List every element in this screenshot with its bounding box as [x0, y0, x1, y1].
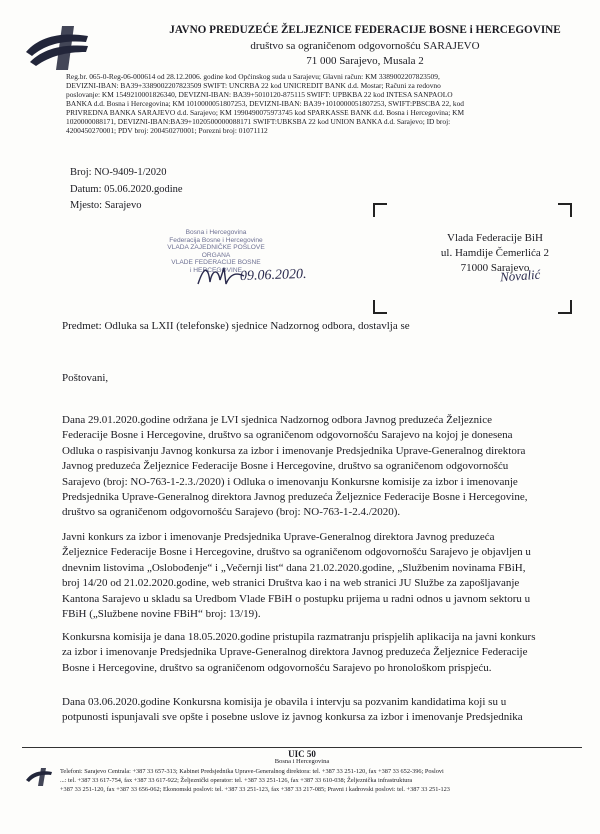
railway-logo-icon: [22, 22, 92, 74]
registration-bank-info: [66, 72, 582, 135]
paragraph-line: Javnog preduzeća Željeznice Federacije Bosne i Hercegovine, društvo sa ograničenom odgovornošću: [62, 460, 509, 473]
paragraph-line: Predsjednika Uprave-Generalnog direktora Javnog preduzeća Željeznice Federacije Bosne i Hercegovine,: [62, 491, 528, 504]
paragraph-line: društvo sa ograničenom odgovornošću Sarajevo (broj: NO-763-1-2.4./2020).: [62, 506, 401, 519]
stamp-line: Federacija Bosne i Hercegovine: [169, 236, 263, 244]
bank-line: 4200450270001; PDV broj: 200450270001; Porezni broj: 01071112: [66, 126, 268, 136]
footer-logo-icon: [24, 766, 54, 788]
footer-line: +387 33 251-120, fax +387 33 656-062; Ekonomski poslovi: tel. +387 33 251-123, fax +387 33 217-085; Pravni i kadrovski poslovi: tel. +387 33 251-123: [60, 786, 450, 793]
footer-contacts: [60, 767, 585, 794]
paragraph-line: Konkursna komisija je dana 18.05.2020.godine pristupila razmatranju prispjelih aplikacija na javni konkurs: [62, 631, 536, 643]
paragraph-line: Odluka o raspisivanju Javnog konkursa za izbor i imenovanje Predsjednika Uprave-Generalnog direktora: [62, 444, 526, 457]
document-date: Datum: 05.06.2020.godine: [70, 184, 183, 195]
recipient-city: 71000 Sarajevo: [460, 262, 530, 274]
paragraph-line: Sarajevo (broj: NO-763-1-2.3./2020) i Odluka o imenovanju Konkursne komisije za izbor i imenovanje: [62, 475, 518, 488]
document-number: Broj: NO-9409-1/2020: [70, 167, 167, 178]
paragraph-line: za izbor i imenovanje Predsjednika Uprave-Generalnog direktora Javnog preduzeća Željeznice Federacije: [62, 646, 528, 659]
footer-line: ...: tel. +387 33 617-754, fax +387 33 617-922; Željeznički operator: tel. +387 33 251-126, fax +387 33 610-038; Željeznička infrastruktura: [60, 777, 413, 784]
stamp-line: VLADE FEDERACIJE BOSNE: [171, 259, 261, 267]
address-frame-corner: [558, 300, 572, 314]
greeting: Poštovani,: [62, 372, 109, 384]
footer-line: Telefoni: Sarajevo Centrala: +387 33 657-313; Kabinet Predsjednika Uprave-Generalnog direktora: tel. +387 33 251-120, fax +387 33 652-396; Poslovi: [60, 768, 444, 775]
bank-line: DEVIZNI-IBAN: BA39+3389002207823509 SWIFT: UNCRBA 22 kod UNICREDIT BANK d.d. Mostar; Računi za redovno: [66, 81, 441, 91]
body-paragraph: [62, 413, 587, 521]
address-frame-corner: [558, 203, 572, 217]
recipient-name: Vlada Federacije BiH: [447, 232, 543, 244]
subject-line: Predmet: Odluka sa LXII (telefonske) sjednice Nadzornog odbora, dostavlja se: [62, 320, 410, 332]
footer-uic: UIC 50: [288, 749, 316, 759]
footer-country: Bosna i Hercegovina: [274, 758, 330, 765]
bank-line: 1020000088171, DEVIZNI-IBAN:BA39+1020500000088171 SWIFT:UBKSBA 22 kod UNION BANKA d.d. Sarajevo; ID broj:: [66, 117, 451, 127]
paragraph-line: Dana 03.06.2020.godine Konkursna komisija je obavila i intervju sa pozvanim kandidatima koji su u: [62, 696, 507, 708]
recipient-street: ul. Hamdije Čemerlića 2: [440, 247, 550, 259]
paragraph-line: Kantona Sarajevo u skladu sa Uredbom Vlade FBiH o postupku prijema u radni odnos u javnom sektoru u: [62, 592, 531, 605]
handwritten-date: 09.06.2020.: [239, 266, 307, 285]
bank-line: poslovanje: KM 1549210001826340, DEVIZNI-IBAN: BA39+5010120-875115 SWIFT: UPBKBA 22 kod INTESA SANPAOLO: [66, 90, 453, 100]
stamp-line: Bosna i Hercegovina: [185, 229, 247, 236]
paragraph-line: Željeznice Federacije Bosne i Hercegovine, društvo sa ograničenom odgovornošću Sarajevo je objavljen u: [62, 546, 531, 559]
bank-line: Reg.br. 065-0-Reg-06-000614 od 28.12.2006. godine kod Općinskog suda u Sarajevu; Glavni račun: KM 3389002207823509,: [66, 72, 440, 81]
body-paragraph: [62, 630, 587, 676]
paragraph-line: broj 14/20 od 21.02.2020.godine, web stranici Društva kao i na web stranici JU Službe za zapošljavanje: [62, 577, 520, 590]
company-name: JAVNO PREDUZEĆE ŽELJEZNICE FEDERACIJE BOSNE i HERCEGOVINE: [169, 24, 561, 36]
body-paragraph: [62, 530, 587, 622]
recipient-signature: Novalić: [499, 266, 541, 285]
bank-line: PRIVREDNA BANKA SARAJEVO d.d. Sarajevo; KM 1990490075973745 kod SPARKASSE BANK d.d. Bosna i Hercegovina; KM: [66, 108, 465, 118]
stamp-line: VLADA ZAJEDNIČKE POSLOVE ORGANA: [167, 244, 265, 259]
paragraph-line: potpunosti ispunjavali sve opšte i posebne uslove iz javnog konkursa za izbor i imenovanje Predsjednika: [62, 711, 523, 724]
paragraph-line: Bosne i Hercegovine, društvo sa ograničenom odgovornošću Sarajevo po hronološkom prispjeću.: [62, 661, 492, 674]
body-paragraph: [62, 695, 587, 726]
company-subtitle: društvo sa ograničenom odgovornošću SARAJEVO: [250, 40, 480, 52]
paragraph-line: Javni konkurs za izbor i imenovanje Predsjednika Uprave-Generalnog direktora Javnog preduzeća: [62, 531, 495, 543]
paragraph-line: Dana 29.01.2020.godine održana je LVI sjednica Nadzornog odbora Javnog preduzeća Željeznice: [62, 414, 492, 426]
footer-divider: [22, 747, 582, 748]
bank-line: BANKA d.d. Bosna i Hercegovina; KM 1010000051807253, DEVIZNI-IBAN: BA39+1010000051807253, SWIFT:PBSCBA 22, kod: [66, 99, 464, 109]
address-frame-corner: [373, 203, 387, 217]
stamp-line: i HERCEGOVINE: [189, 266, 243, 274]
address-frame-corner: [373, 300, 387, 314]
paragraph-line: FBiH („Službene novine FBiH“ broj: 13/19).: [62, 608, 261, 621]
handwritten-initials-icon: [196, 262, 246, 290]
company-address: 71 000 Sarajevo, Musala 2: [306, 55, 424, 67]
paragraph-line: Federacije Bosne i Hercegovine, društvo sa ograničenom odgovornošću Sarajevo na kojoj je donesena: [62, 429, 513, 442]
paragraph-line: dnevnim listovima „Oslobođenje“ i „Večernji list“ dana 21.02.2020.godine, „Službenim novinama FBiH,: [62, 561, 526, 574]
document-place: Mjesto: Sarajevo: [70, 200, 142, 211]
